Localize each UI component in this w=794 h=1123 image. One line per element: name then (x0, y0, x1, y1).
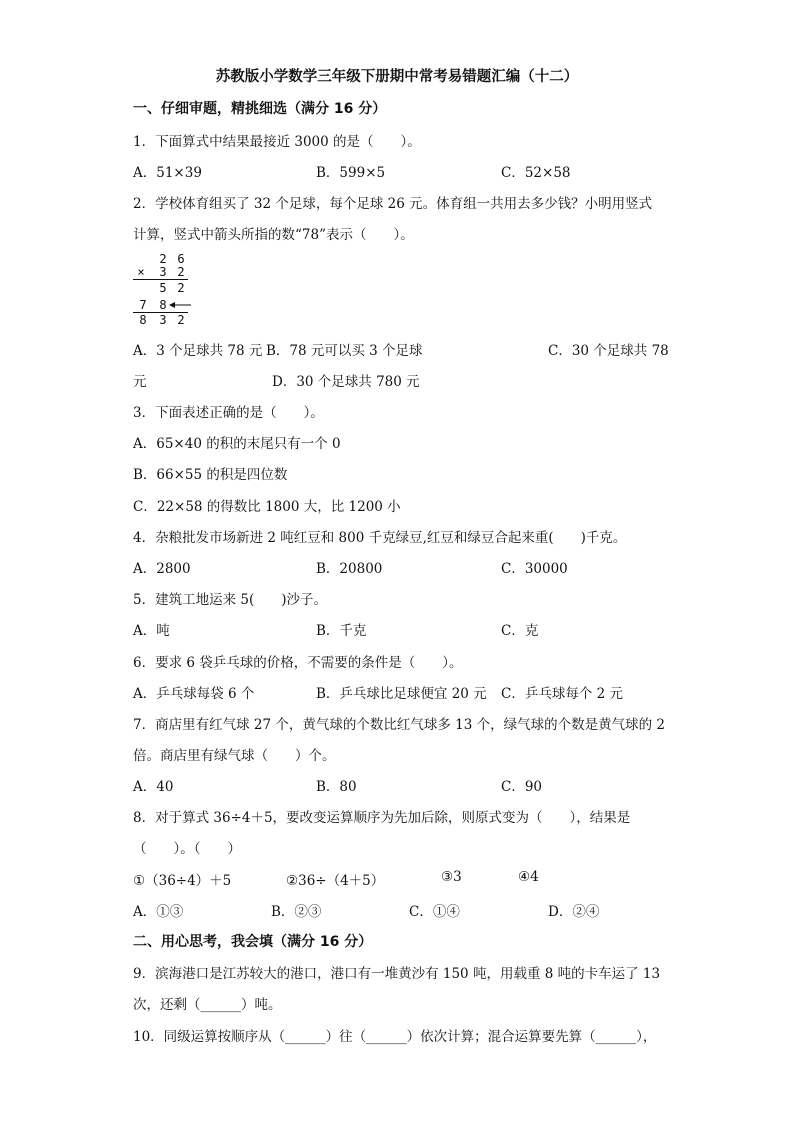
question-4: 4．杂粮批发市场新进 2 吨红豆和 800 千克绿豆,红豆和绿豆合起来重( )千克。 (133, 530, 627, 546)
calc-rule (133, 279, 188, 280)
q6-option-a: A．乒乓球每袋 6 个 (133, 686, 255, 702)
q7-option-c: C．90 (501, 779, 543, 795)
calc-digit: 7 (139, 298, 147, 312)
q6-option-b: B．乒乓球比足球便宜 20 元 (316, 686, 487, 702)
q2-option-b: B．78 元可以买 3 个足球 (266, 343, 423, 359)
q3-option-c: C．22×58 的得数比 1800 大，比 1200 小 (133, 499, 401, 515)
calc-digit: 2 (159, 252, 167, 266)
question-2-line-1: 2．学校体育组买了 32 个足球，每个足球 26 元。体育组一共用去多少钱？小明用竖式 (133, 196, 653, 212)
q2-option-c-continued: 元 (133, 374, 147, 390)
q8-item-1: ①（36÷4）＋5 (133, 873, 232, 889)
question-8-line-1: 8．对于算式 36÷4＋5，要改变运算顺序为先加后除，则原式变为（ ），结果是 (133, 810, 631, 826)
calc-digit: 2 (177, 313, 185, 327)
q1-option-c: C．52×58 (501, 165, 571, 181)
q5-option-b: B．千克 (316, 623, 367, 639)
q2-option-c: C．30 个足球共 78 (548, 343, 669, 359)
q8-option-b: B．②③ (271, 904, 322, 920)
q8-item-4: ④4 (518, 869, 539, 885)
calc-digit: 3 (159, 313, 167, 327)
section-heading-1: 一、仔细审题，精挑细选（满分 16 分） (133, 101, 387, 117)
question-9-line-1: 9．滨海港口是江苏较大的港口，港口有一堆黄沙有 150 吨，用载重 8 吨的卡车运了 13 (133, 966, 661, 982)
q2-option-a: A．3 个足球共 78 元 (133, 343, 263, 359)
vertical-multiplication (133, 252, 193, 327)
q3-option-a: A．65×40 的积的末尾只有一个 0 (133, 436, 341, 452)
q3-option-b: B．66×55 的积是四位数 (133, 467, 288, 483)
q4-option-b: B．20800 (316, 561, 383, 577)
calc-digit: 8 (139, 313, 147, 327)
question-8-line-2: （ ）。（ ） (133, 841, 241, 857)
question-5: 5．建筑工地运来 5( )沙子。 (133, 592, 328, 608)
left-arrow-icon (169, 301, 191, 309)
question-3: 3．下面表述正确的是（ ）。 (133, 405, 324, 421)
q4-option-c: C．30000 (501, 561, 568, 577)
q4-option-a: A．2800 (133, 561, 191, 577)
q2-option-d: D．30 个足球共 780 元 (272, 374, 420, 390)
calc-digit: 8 (159, 298, 167, 312)
q6-option-c: C．乒乓球每个 2 元 (501, 686, 624, 702)
question-1: 1．下面算式中结果最接近 3000 的是（ ）。 (133, 134, 421, 150)
question-6: 6．要求 6 袋乒乓球的价格，不需要的条件是（ ）。 (133, 655, 463, 671)
q8-item-2: ②36÷（4＋5） (286, 873, 385, 889)
q8-option-d: D．②④ (548, 904, 600, 920)
calc-digit: 2 (177, 281, 185, 295)
q7-option-b: B．80 (316, 779, 357, 795)
question-2-line-2: 计算，竖式中箭头所指的数“78”表示（ ）。 (133, 227, 414, 243)
q7-option-a: A．40 (133, 779, 174, 795)
q5-option-a: A．吨 (133, 623, 170, 639)
question-7-line-1: 7．商店里有红气球 27 个，黄气球的个数比红气球多 13 个，绿气球的个数是黄气球的 2 (133, 717, 665, 733)
page-title: 苏教版小学数学三年级下册期中常考易错题汇编（十二） (215, 69, 579, 85)
multiply-sign: × (137, 265, 145, 279)
question-9-line-2: 次，还剩（______）吨。 (133, 997, 282, 1013)
calc-digit: 3 (159, 265, 167, 279)
calc-digit: 6 (177, 252, 185, 266)
calc-digit: 5 (159, 281, 167, 295)
q8-item-3: ③3 (441, 869, 462, 885)
q1-option-a: A．51×39 (133, 165, 202, 181)
question-7-line-2: 倍。商店里有绿气球（ ）个。 (133, 748, 336, 764)
q1-option-b: B．599×5 (316, 165, 386, 181)
q8-option-a: A．①③ (133, 904, 184, 920)
section-heading-2: 二、用心思考，我会填（满分 16 分） (133, 934, 373, 950)
question-10-line-1: 10．同级运算按顺序从（______）往（______）依次计算；混合运算要先算（______）， (133, 1029, 657, 1045)
calc-digit: 2 (177, 265, 185, 279)
q5-option-c: C．克 (501, 623, 539, 639)
q8-option-c: C．①④ (409, 904, 460, 920)
